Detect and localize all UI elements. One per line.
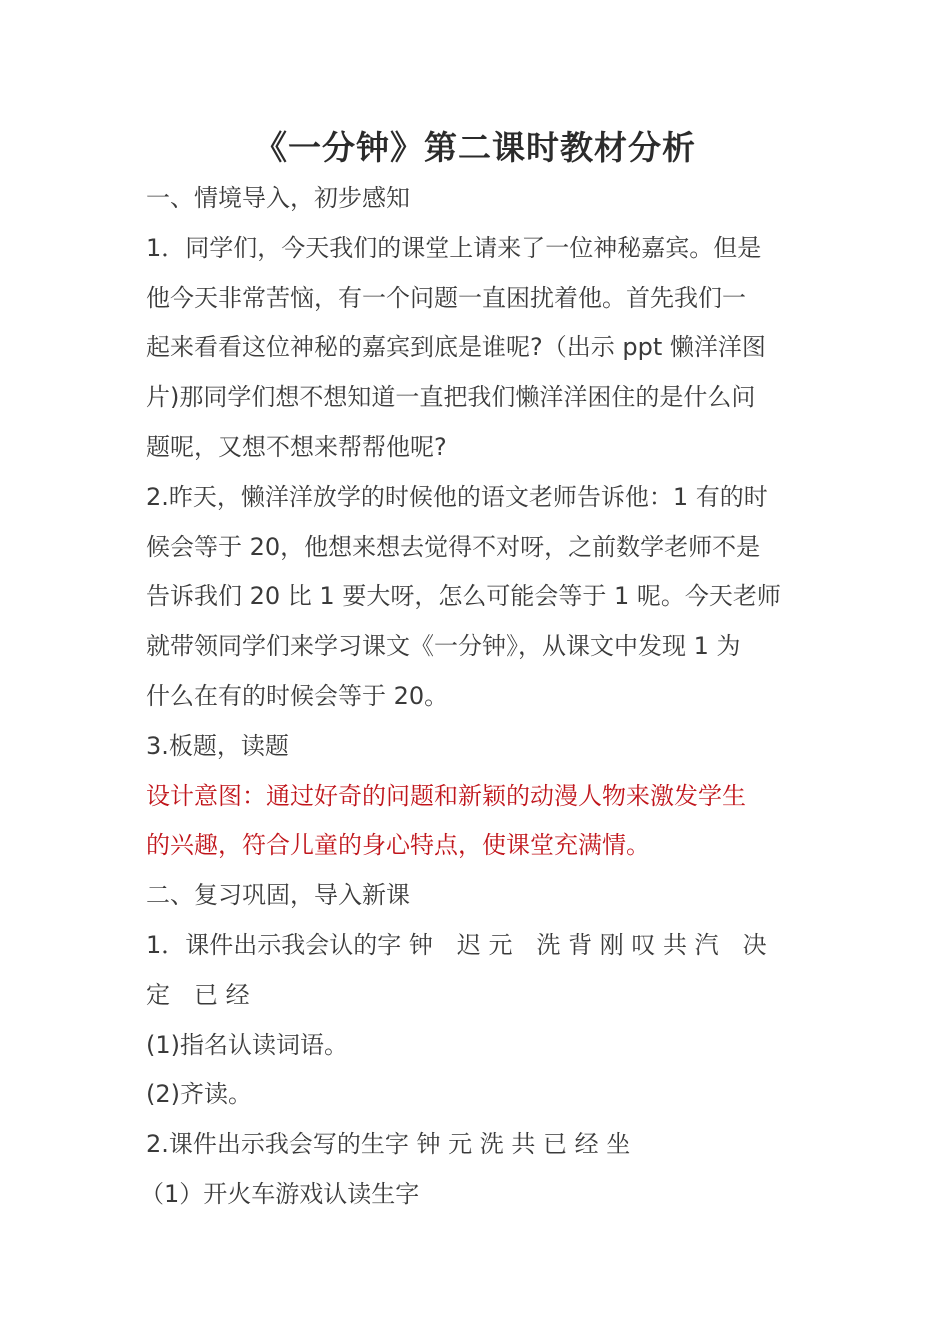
- paragraph-line: 什么在有的时候会等于 20。: [146, 681, 449, 710]
- paragraph-line: 定 已 经: [146, 980, 250, 1009]
- paragraph-line: 他今天非常苦恼，有一个问题一直困扰着他。首先我们一: [146, 283, 746, 312]
- page-title: 《一分钟》第二课时教材分析: [254, 128, 696, 167]
- section-heading-1: 一、情境导入，初步感知: [146, 184, 410, 212]
- paragraph-line: 起来看看这位神秘的嘉宾到底是谁呢?（出示 ppt 懒洋洋图: [146, 333, 766, 362]
- paragraph-line: 3.板题，读题: [146, 731, 289, 760]
- design-intent-line: 设计意图：通过好奇的问题和新颖的动漫人物来激发学生: [146, 781, 746, 810]
- paragraph-line: 2.昨天，懒洋洋放学的时候他的语文老师告诉他：1 有的时: [146, 482, 768, 511]
- paragraph-line: （1）开火车游戏认读生字: [140, 1179, 420, 1208]
- document-body: [140, 174, 816, 1220]
- paragraph-line: (2)齐读。: [146, 1080, 252, 1109]
- paragraph-line: 片)那同学们想不想知道一直把我们懒洋洋困住的是什么问: [146, 383, 756, 412]
- paragraph-line: 1．课件出示我会认的字 钟 迟 元 洗 背 刚 叹 共 汽 决: [146, 930, 767, 959]
- paragraph-line: 2.课件出示我会写的生字 钟 元 洗 共 已 经 坐: [146, 1130, 631, 1159]
- paragraph-line: 候会等于 20，他想来想去觉得不对呀，之前数学老师不是: [146, 532, 761, 561]
- paragraph-line: 就带领同学们来学习课文《一分钟》，从课文中发现 1 为: [146, 632, 741, 661]
- design-intent-line: 的兴趣，符合儿童的身心特点，使课堂充满情。: [146, 831, 650, 860]
- paragraph-line: 告诉我们 20 比 1 要大呀，怎么可能会等于 1 呢。今天老师: [146, 582, 781, 611]
- paragraph-line: (1)指名认读词语。: [146, 1030, 348, 1059]
- paragraph-line: 1．同学们，今天我们的课堂上请来了一位神秘嘉宾。但是: [146, 233, 762, 262]
- paragraph-line: 题呢，又想不想来帮帮他呢?: [146, 432, 447, 461]
- section-heading-2: 二、复习巩固，导入新课: [146, 881, 410, 910]
